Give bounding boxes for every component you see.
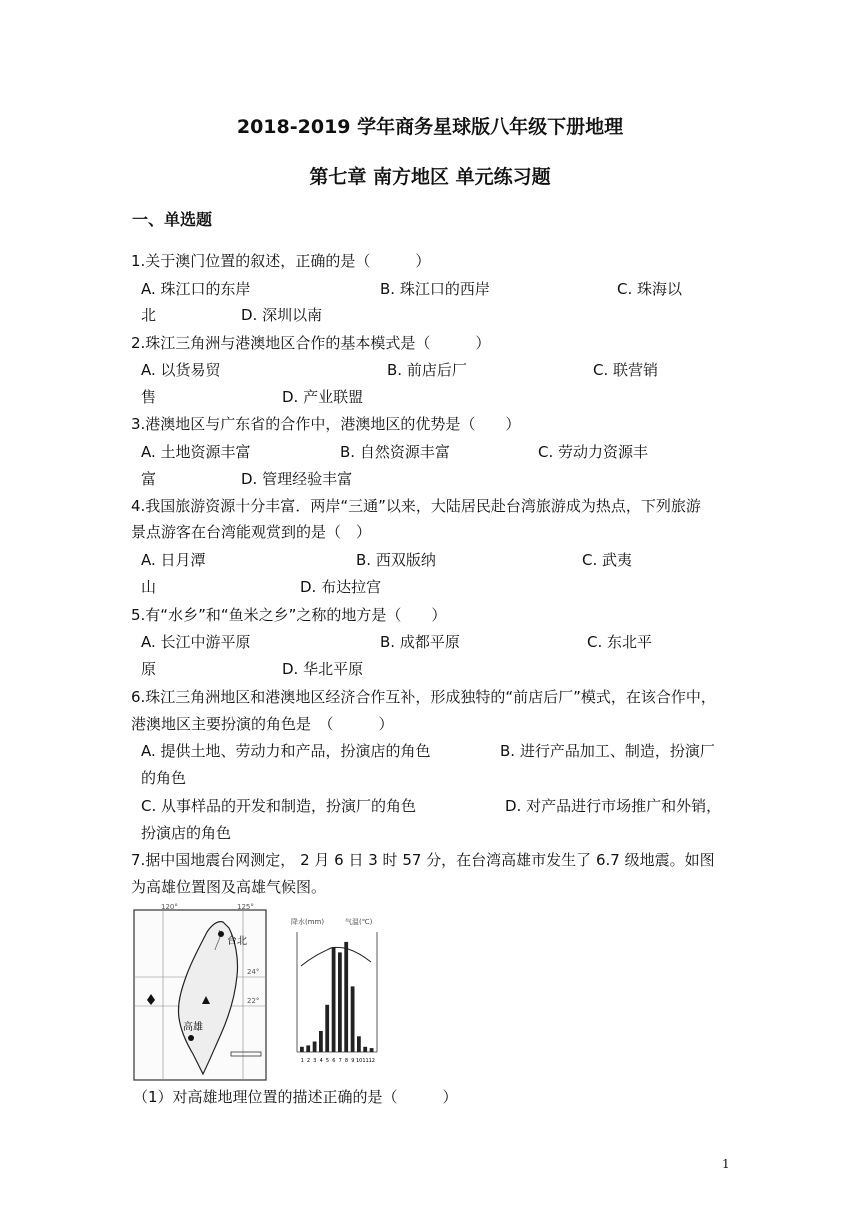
month-tick-label: 1 bbox=[300, 1058, 304, 1064]
option-c: C. 珠海以 bbox=[617, 280, 683, 298]
option-c: C. 劳动力资源丰 bbox=[538, 443, 649, 461]
month-tick-label: 2 bbox=[306, 1058, 311, 1064]
month-tick-label: 4 bbox=[319, 1058, 323, 1064]
map-label-taipei: 台北 bbox=[227, 936, 247, 947]
precip-bar-12 bbox=[370, 1048, 374, 1052]
option-b: B. 成都平原 bbox=[380, 633, 460, 651]
option-c-wrap: 售 bbox=[141, 388, 157, 406]
question-stem: 6.珠江三角洲地区和港澳地区经济合作互补，形成独特的“前店后厂”模式，在该合作中， bbox=[131, 688, 716, 706]
option-b: B. 西双版纳 bbox=[356, 551, 436, 569]
question-stem-cont: 港澳地区主要扮演的角色是 （ ） bbox=[131, 715, 394, 733]
option-b: B. 珠江口的西岸 bbox=[380, 280, 490, 298]
month-tick-label: 10 bbox=[356, 1058, 363, 1064]
location-map bbox=[134, 903, 266, 1080]
chart-precip-label: 降水(mm) bbox=[291, 918, 325, 926]
option-c: C. 东北平 bbox=[587, 633, 653, 651]
document-title: 2018-2019 学年商务星球版八年级下册地理 bbox=[236, 116, 624, 138]
option-c: C. 联营销 bbox=[593, 361, 659, 379]
map-label-lat-22: 22° bbox=[247, 997, 260, 1005]
month-tick-label: 3 bbox=[313, 1058, 317, 1064]
option-a: A. 土地资源丰富 bbox=[141, 443, 251, 461]
kaohsiung-figure bbox=[131, 902, 385, 1082]
precip-bar-11 bbox=[363, 1047, 367, 1052]
option-d: D. 管理经验丰富 bbox=[241, 470, 353, 488]
kaohsiung-marker bbox=[188, 1035, 194, 1041]
month-tick-label: 7 bbox=[338, 1058, 342, 1064]
question-stem: 2.珠江三角洲与港澳地区合作的基本模式是（ ） bbox=[131, 334, 491, 352]
question-stem: 7.据中国地震台网测定， 2 月 6 日 3 时 57 分，在台湾高雄市发生了 6.7 级地震。如图 bbox=[131, 851, 715, 869]
map-label-lon-125: 125° bbox=[237, 903, 254, 911]
month-tick-label: 9 bbox=[351, 1058, 355, 1064]
precip-bar-8 bbox=[344, 942, 348, 1052]
option-d: D. 华北平原 bbox=[282, 660, 364, 678]
option-b: B. 进行产品加工、制造，扮演厂 bbox=[500, 742, 715, 760]
option-b-wrap: 的角色 bbox=[141, 769, 187, 787]
question-stem-cont: 景点游客在台湾能观赏到的是（ ） bbox=[131, 523, 372, 541]
taipei-marker bbox=[218, 931, 224, 937]
map-label-lat-24: 24° bbox=[247, 968, 260, 976]
document-subtitle: 第七章 南方地区 单元练习题 bbox=[309, 166, 551, 188]
option-c-wrap: 原 bbox=[141, 660, 157, 678]
option-c: C. 武夷 bbox=[582, 551, 633, 569]
option-a: A. 提供土地、劳动力和产品，扮演店的角色 bbox=[141, 742, 431, 760]
month-tick-label: 8 bbox=[344, 1058, 349, 1064]
precip-bar-2 bbox=[306, 1045, 310, 1052]
option-a: A. 长江中游平原 bbox=[141, 633, 251, 651]
climate-chart bbox=[291, 917, 377, 1064]
chart-temp-label: 气温(℃) bbox=[345, 918, 373, 926]
option-d: D. 产业联盟 bbox=[282, 388, 364, 406]
precip-bar-7 bbox=[338, 952, 342, 1052]
question-stem: 5.有“水乡”和“鱼米之乡”之称的地方是（ ） bbox=[131, 606, 447, 624]
map-label-lon-120: 120° bbox=[161, 903, 178, 911]
question-stem: 3.港澳地区与广东省的合作中，港澳地区的优势是（ ） bbox=[131, 415, 521, 433]
precip-bar-5 bbox=[325, 1005, 329, 1052]
month-tick-label: 12 bbox=[368, 1058, 375, 1064]
option-c-wrap: 山 bbox=[141, 578, 157, 596]
precip-bar-10 bbox=[357, 1036, 361, 1052]
month-tick-label: 5 bbox=[325, 1058, 330, 1064]
option-c: C. 从事样品的开发和制造，扮演厂的角色 bbox=[141, 797, 417, 815]
option-b: B. 自然资源丰富 bbox=[340, 443, 450, 461]
question-stem-cont: 为高雄位置图及高雄气候图。 bbox=[131, 878, 327, 896]
month-tick-label: 6 bbox=[332, 1058, 336, 1064]
option-b: B. 前店后厂 bbox=[387, 361, 467, 379]
precip-bar-1 bbox=[300, 1047, 304, 1052]
option-d: D. 布达拉宫 bbox=[300, 578, 382, 596]
option-d-wrap: 扮演店的角色 bbox=[141, 824, 232, 842]
sub-question: （1）对高雄地理位置的描述正确的是（ ） bbox=[133, 1088, 458, 1106]
page-number: 1 bbox=[722, 1157, 730, 1171]
section-title: 一、单选题 bbox=[132, 210, 213, 229]
precip-bar-4 bbox=[319, 1031, 323, 1052]
option-d: D. 对产品进行市场推广和外销， bbox=[505, 797, 722, 815]
question-stem: 4.我国旅游资源十分丰富．两岸“三通”以来，大陆居民赴台湾旅游成为热点，下列旅游 bbox=[131, 497, 701, 515]
option-c-wrap: 富 bbox=[141, 470, 157, 488]
option-a: A. 日月潭 bbox=[141, 551, 206, 569]
precip-bar-9 bbox=[351, 986, 355, 1052]
map-label-kaohsiung: 高雄 bbox=[183, 1022, 203, 1033]
question-stem: 1.关于澳门位置的叙述，正确的是（ ） bbox=[131, 252, 431, 270]
precip-bar-6 bbox=[332, 947, 336, 1052]
month-tick-label: 11 bbox=[362, 1058, 369, 1064]
option-a: A. 以货易贸 bbox=[141, 361, 221, 379]
precip-bar-3 bbox=[313, 1042, 317, 1053]
option-a: A. 珠江口的东岸 bbox=[141, 280, 251, 298]
option-c-wrap: 北 bbox=[141, 306, 157, 324]
option-d: D. 深圳以南 bbox=[241, 306, 323, 324]
